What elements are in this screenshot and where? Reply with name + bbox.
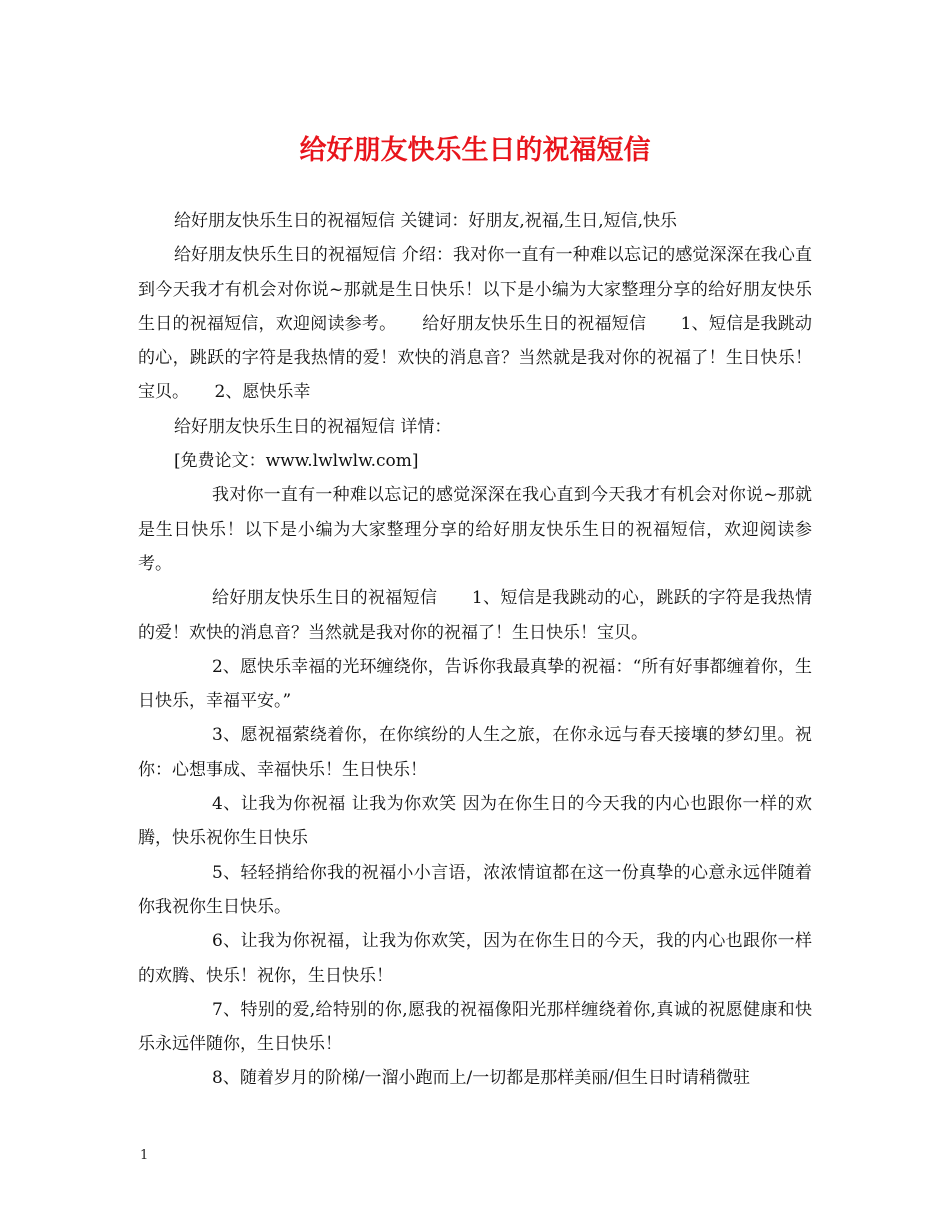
body-paragraph: 3、愿祝福萦绕着你，在你缤纷的人生之旅，在你永远与春天接壤的梦幻里。祝你：心想事成、幸福快乐！生日快乐！ bbox=[138, 725, 812, 780]
details-heading: 给好朋友快乐生日的祝福短信 详情： bbox=[174, 416, 452, 437]
body-paragraph: 4、让我为你祝福 让我为你欢笑 因为在你生日的今天我的内心也跟你一样的欢腾，快乐祝你生日快乐 bbox=[138, 794, 812, 849]
page-number: 1 bbox=[140, 1148, 149, 1163]
keywords-line: 给好朋友快乐生日的祝福短信 关键词：好朋友,祝福,生日,短信,快乐 bbox=[174, 211, 678, 231]
intro-paragraph: 给好朋友快乐生日的祝福短信 介绍：我对你一直有一种难以忘记的感觉深深在我心直到今天我才有机会对你说~那就是生日快乐！以下是小编为大家整理分享的给好朋友快乐生日的祝福短信，欢迎阅读参考。 给好朋友快乐生日的祝福短信 1、短信是我跳动的心，跳跃的字符是我热情的爱！欢快的消息音？当然就是我对你的祝福了！生日快乐！宝贝。 2、愿快乐幸 bbox=[138, 245, 812, 403]
body-paragraph: 5、轻轻捎给你我的祝福小小言语，浓浓情谊都在这一份真挚的心意永远伴随着你我祝你生日快乐。 bbox=[138, 862, 812, 917]
source-line: [免费论文：www.lwlwlw.com] bbox=[174, 451, 419, 472]
body-paragraph: 8、随着岁月的阶梯/一溜小跑而上/一切都是那样美丽/但生日时请稍微驻 bbox=[212, 1068, 750, 1089]
document-title: 给好朋友快乐生日的祝福短信 bbox=[299, 135, 651, 166]
body-paragraph: 7、特别的爱,给特别的你,愿我的祝福像阳光那样缠绕着你,真诚的祝愿健康和快乐永远伴随你，生日快乐！ bbox=[138, 999, 812, 1055]
body-paragraph: 给好朋友快乐生日的祝福短信 1、短信是我跳动的心，跳跃的字符是我热情的爱！欢快的消息音？当然就是我对你的祝福了！生日快乐！宝贝。 bbox=[138, 588, 812, 643]
document-body bbox=[138, 204, 812, 1096]
body-paragraph: 6、让我为你祝福，让我为你欢笑，因为在你生日的今天，我的内心也跟你一样的欢腾、快乐！祝你，生日快乐！ bbox=[138, 931, 812, 986]
body-paragraph: 我对你一直有一种难以忘记的感觉深深在我心直到今天我才有机会对你说~那就是生日快乐！以下是小编为大家整理分享的给好朋友快乐生日的祝福短信，欢迎阅读参考。 bbox=[138, 485, 812, 574]
body-paragraph: 2、愿快乐幸福的光环缠绕你，告诉你我最真挚的祝福：“所有好事都缠着你，生日快乐，幸福平安。” bbox=[138, 656, 812, 712]
